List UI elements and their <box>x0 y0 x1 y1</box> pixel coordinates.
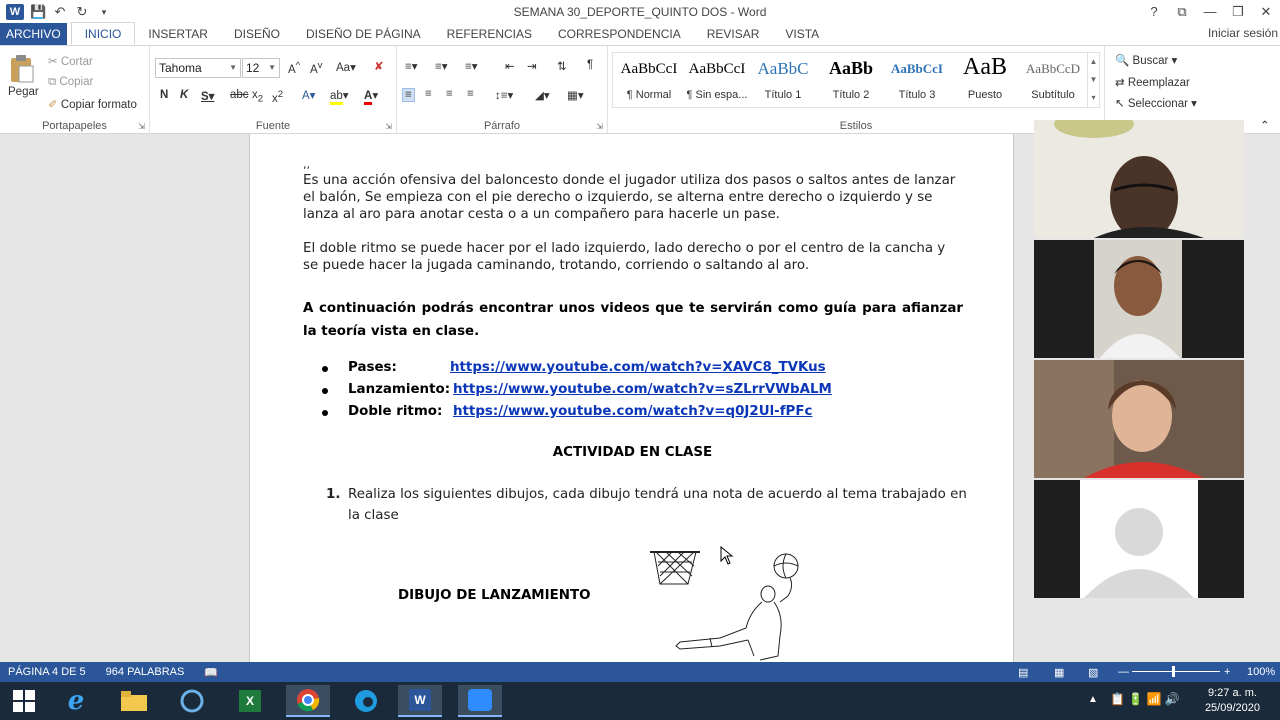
participant-video[interactable] <box>1034 480 1244 598</box>
binoculars-icon: 🔍 <box>1115 55 1130 67</box>
justify-icon[interactable]: ≡ <box>467 88 474 100</box>
style-sample: AaBbCcI <box>688 61 746 77</box>
activity-title: ACTIVIDAD EN CLASE <box>552 445 713 460</box>
document-page[interactable] <box>249 134 1014 662</box>
style-heading-2[interactable] <box>817 53 885 107</box>
minimize-button[interactable]: — <box>1203 4 1217 19</box>
window-title: SEMANA 30_DEPORTE_QUINTO DOS - Word <box>513 5 767 19</box>
bullet-dot <box>322 388 328 394</box>
word-app-icon[interactable]: W <box>6 4 24 20</box>
style-sample: AaB <box>963 54 1007 80</box>
clipboard-launcher-icon[interactable]: ⇲ <box>138 122 145 131</box>
style-sample: AaBbCcI <box>890 61 943 76</box>
paste-icon <box>8 54 36 84</box>
edge-icon[interactable] <box>344 685 388 717</box>
tray-icons[interactable]: 📋 🔋 📶 🔊 <box>1110 692 1180 706</box>
styles-group-label: Estilos <box>839 120 873 132</box>
bullet-dot <box>322 366 328 372</box>
read-mode-icon[interactable]: ▤ <box>1018 666 1029 679</box>
clipboard-group-label: Portapapeles <box>42 120 107 132</box>
list-item <box>322 357 962 379</box>
word-count[interactable]: 964 PALABRAS <box>105 666 185 678</box>
zoom-slider-handle[interactable] <box>1172 666 1175 677</box>
title-bar <box>0 0 1280 24</box>
mouse-pointer-icon <box>720 546 734 566</box>
copy-button[interactable] <box>48 76 93 89</box>
link-label: Pases: <box>348 360 397 375</box>
numbering-icon[interactable]: ≡▾ <box>435 61 448 73</box>
taskbar <box>0 682 1280 720</box>
style-heading-1[interactable] <box>749 53 817 107</box>
tab-inicio[interactable]: INICIO <box>71 22 136 45</box>
participant-video[interactable] <box>1034 120 1244 238</box>
participant-video[interactable] <box>1034 240 1244 358</box>
clipboard-group <box>0 46 150 134</box>
strikethrough-icon[interactable]: abc <box>230 89 249 101</box>
tab-diseno[interactable]: DISEÑO <box>233 27 280 41</box>
font-group-label: Fuente <box>255 120 291 132</box>
grow-font-icon[interactable]: A^ <box>288 60 301 76</box>
tab-revisar[interactable]: REVISAR <box>706 27 760 41</box>
stray-mark: ,, <box>303 158 310 171</box>
word-taskbar-icon[interactable]: W <box>398 685 442 717</box>
font-launcher-icon[interactable]: ⇲ <box>385 122 392 131</box>
participant-2-video <box>1034 240 1244 358</box>
find-button[interactable]: 🔍 Buscar ▾ <box>1115 55 1178 67</box>
format-painter-label: Copiar formato <box>60 99 137 111</box>
shrink-font-icon[interactable]: $A^v$ <box>310 60 323 76</box>
quick-access-toolbar <box>0 4 112 20</box>
styles-gallery <box>612 52 1100 108</box>
line-spacing-icon[interactable]: ↕≡▾ <box>495 90 514 102</box>
windows-start-icon[interactable] <box>2 685 46 717</box>
style-name: Título 3 <box>898 89 936 101</box>
replace-label: Reemplazar <box>1127 77 1190 89</box>
paragraph-3: A continuación podrás encontrar unos videos que te servirán como guía para afianzar la teoría vista en clase. <box>303 301 963 339</box>
borders-icon[interactable]: ▦▾ <box>567 90 584 102</box>
collapse-ribbon-icon[interactable]: ⌃ <box>1260 120 1270 132</box>
styles-gallery-scroll[interactable]: ▲ ▼ ▾ <box>1087 53 1099 107</box>
style-heading-3[interactable] <box>883 53 951 107</box>
list-item <box>322 401 962 423</box>
font-color-icon[interactable]: A▾ <box>364 88 378 102</box>
style-name: Título 1 <box>764 89 802 101</box>
style-name: Título 2 <box>832 89 870 101</box>
sign-in-link[interactable]: Iniciar sesión <box>1207 26 1278 40</box>
font-group <box>150 46 397 134</box>
bullets-icon[interactable]: ≡▾ <box>405 61 418 73</box>
item-number: 1. <box>326 487 341 502</box>
customize-qat-icon[interactable]: ▾ <box>101 6 107 17</box>
shading-icon[interactable]: ◢▾ <box>535 90 550 102</box>
change-case-icon[interactable]: Aa▾ <box>336 62 356 74</box>
drawing-label: DIBUJO DE LANZAMIENTO <box>398 588 591 603</box>
clock-time: 9:27 a. m. <box>1208 687 1257 699</box>
copy-icon: ⧉ <box>48 76 57 88</box>
tab-archivo[interactable]: ARCHIVO <box>0 23 67 45</box>
tab-correspondencia[interactable]: CORRESPONDENCIA <box>558 27 681 41</box>
copy-label: Copiar <box>59 76 94 88</box>
underline-icon[interactable]: S▾ <box>201 91 215 103</box>
decrease-indent-icon[interactable]: ⇤ <box>505 61 515 73</box>
tab-diseno-pagina[interactable]: DISEÑO DE PÁGINA <box>305 27 421 41</box>
video-link[interactable]: https://www.youtube.com/watch?v=q0J2Ul-fPFc <box>453 404 813 419</box>
superscript-icon[interactable]: $x^2$ <box>272 89 284 105</box>
participant-4-avatar <box>1034 480 1244 598</box>
sort-icon[interactable]: ⇅ <box>557 61 567 73</box>
print-layout-icon[interactable]: ▦ <box>1054 666 1065 679</box>
video-link[interactable]: https://www.youtube.com/watch?v=sZLrrVWbALM <box>453 382 832 397</box>
proofing-icon[interactable]: 📖 <box>204 666 219 679</box>
font-family-select[interactable] <box>155 58 241 78</box>
undo-icon[interactable]: ↶ <box>54 4 66 19</box>
format-painter-button[interactable] <box>48 97 137 111</box>
tray-chevron-icon[interactable]: ▲ <box>1088 694 1098 705</box>
chevron-down-icon: ▼ <box>268 63 276 72</box>
replace-icon: ⇄ <box>1115 77 1125 89</box>
bullet-dot <box>322 410 328 416</box>
tab-referencias[interactable]: REFERENCIAS <box>446 27 533 41</box>
chevron-down-icon: ▼ <box>229 63 237 72</box>
paragraph-group <box>397 46 608 134</box>
highlight-icon[interactable]: ab▾ <box>330 88 349 102</box>
web-layout-icon[interactable]: ▧ <box>1088 666 1099 679</box>
ribbon-display-options-icon[interactable]: ⧉ <box>1177 4 1187 19</box>
zoom-in-icon[interactable]: + <box>1224 666 1231 678</box>
scissors-icon: ✂ <box>48 56 58 68</box>
align-center-icon[interactable]: ≡ <box>425 88 432 100</box>
increase-indent-icon[interactable]: ⇥ <box>527 61 537 73</box>
save-icon[interactable]: 💾 <box>30 4 47 19</box>
style-no-spacing[interactable] <box>683 53 751 107</box>
tab-insertar[interactable]: INSERTAR <box>148 27 208 41</box>
file-explorer-icon[interactable] <box>112 685 156 717</box>
page-count[interactable]: PÁGINA 4 DE 5 <box>8 666 86 678</box>
style-title[interactable] <box>951 53 1019 107</box>
list-item <box>322 379 962 401</box>
zoom-slider[interactable] <box>1132 671 1220 672</box>
cursor-icon: ↖ <box>1115 98 1125 110</box>
close-button[interactable]: ✕ <box>1260 4 1272 19</box>
select-button[interactable]: ↖ Seleccionar ▾ <box>1115 98 1197 110</box>
cut-button[interactable] <box>48 54 93 68</box>
brush-icon: ✐ <box>48 99 58 111</box>
paragraph-launcher-icon[interactable]: ⇲ <box>596 122 603 131</box>
ribbon-tabs <box>0 24 1280 46</box>
style-normal[interactable] <box>615 53 683 107</box>
font-family-value: Tahoma <box>159 61 202 75</box>
video-link[interactable]: https://www.youtube.com/watch?v=XAVC8_TVKus <box>450 360 826 375</box>
internet-explorer-icon[interactable]: e <box>67 686 85 716</box>
paste-button[interactable] <box>8 54 38 87</box>
item-text: Realiza los siguientes dibujos, cada dibujo tendrá una nota de acuerdo al tema trabajado en la clase <box>348 487 967 523</box>
paste-label[interactable]: Pegar <box>8 86 39 98</box>
find-label: Buscar <box>1132 55 1169 67</box>
select-label: Seleccionar <box>1127 98 1188 110</box>
clock-date: 25/09/2020 <box>1204 702 1260 714</box>
tab-vista[interactable]: VISTA <box>785 27 820 41</box>
replace-button[interactable] <box>1115 75 1190 89</box>
zoom-out-icon[interactable]: — <box>1118 666 1129 678</box>
excel-icon[interactable]: X <box>228 685 272 717</box>
subscript-icon[interactable]: $x_2$ <box>252 89 264 105</box>
participant-3-video <box>1034 360 1244 478</box>
bold-icon[interactable]: N <box>160 89 169 101</box>
participant-video[interactable] <box>1034 360 1244 478</box>
clear-formatting-icon[interactable]: ✘ <box>374 61 384 73</box>
video-links-list <box>322 357 962 423</box>
participant-1-video <box>1034 120 1244 238</box>
multilevel-list-icon[interactable]: ≡▾ <box>465 61 478 73</box>
show-formatting-marks-icon[interactable]: ¶ <box>587 59 594 71</box>
style-subtitle[interactable] <box>1019 53 1087 107</box>
italic-icon[interactable]: K <box>180 89 189 101</box>
zoom-level[interactable]: 100% <box>1247 666 1276 678</box>
cut-label: Cortar <box>60 56 93 68</box>
style-name: ¶ Sin espa... <box>686 89 748 101</box>
status-bar <box>0 662 1280 682</box>
style-sample: AaBbC <box>757 59 809 78</box>
redo-icon[interactable]: ↻ <box>76 4 88 19</box>
taskbar-clock[interactable] <box>1205 686 1260 716</box>
style-sample: AaBb <box>828 58 873 78</box>
paragraph-1: Es una acción ofensiva del baloncesto donde el jugador utiliza dos pasos o saltos antes de lanzar el balón, Se empieza con el pie derecho o izquierdo, se alterna entre derecho o izquierdo y se lanza al aro para anotar cesta o a un compañero para hacerle un pase. <box>303 173 956 222</box>
style-name: Puesto <box>967 89 1003 101</box>
restore-button[interactable]: ❐ <box>1232 4 1244 19</box>
align-right-icon[interactable]: ≡ <box>446 88 453 100</box>
font-size-value: 12 <box>246 61 260 75</box>
paragraph-group-label: Párrafo <box>483 120 521 132</box>
chrome-icon[interactable] <box>286 685 330 717</box>
align-left-icon[interactable]: ≡ <box>402 88 415 102</box>
link-label: Lanzamiento: <box>348 382 451 397</box>
paragraph-2: El doble ritmo se puede hacer por el lado izquierdo, lado derecho o por el centro de la cancha y se puede hacer la jugada caminando, trotando, corriendo o saltando al aro. <box>303 241 946 273</box>
font-size-select[interactable] <box>242 58 280 78</box>
style-sample: AaBbCcI <box>620 61 678 77</box>
link-label: Doble ritmo: <box>348 404 443 419</box>
style-sample: AaBbCcD <box>1025 61 1081 76</box>
text-effects-icon[interactable]: A▾ <box>302 90 316 102</box>
style-name: Subtítulo <box>1031 89 1075 101</box>
help-button[interactable]: ? <box>1150 4 1158 19</box>
zoom-app-icon[interactable] <box>458 685 502 717</box>
cortana-icon[interactable] <box>170 685 214 717</box>
style-name: ¶ Normal <box>626 89 672 101</box>
